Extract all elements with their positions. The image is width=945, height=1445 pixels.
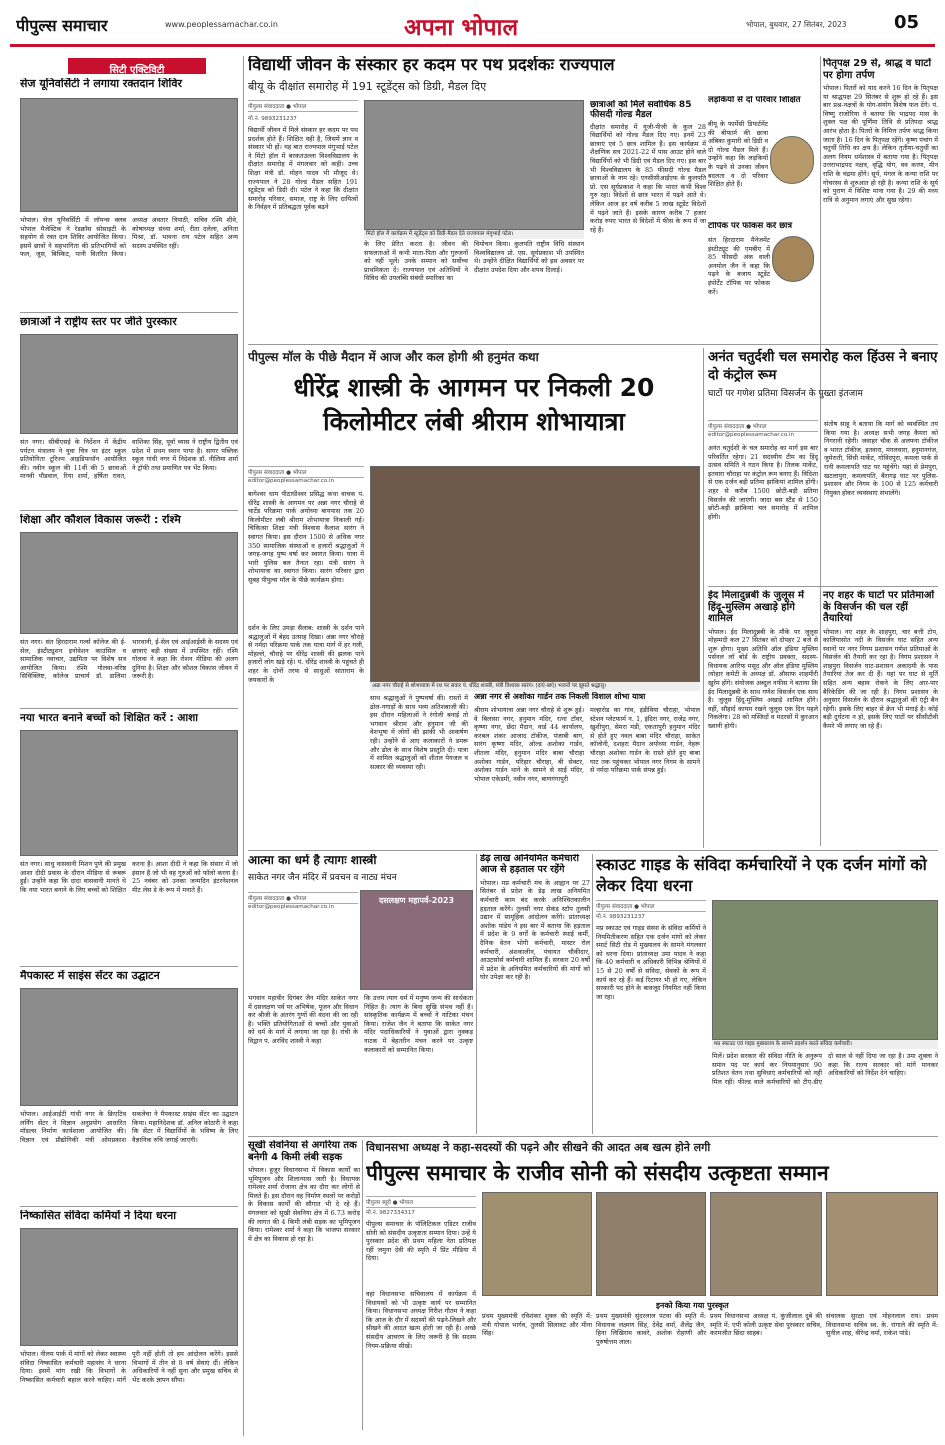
topic-focus-text: संत हिरदाराम मैनेजमेंट इंस्टीट्यूट की एमबीए में 85 फीसदी अंक वाली अनमोल जैन ने कहा कि पढ़ने के बजाय स्टूडेंट इंपोर्टेंट टॉपिक पर फोकस करें। <box>708 236 770 296</box>
scout-mobile: मो.नं. 9893231237 <box>596 914 645 920</box>
top-story-mobile: मो.नं. 9893231237 <box>248 116 297 122</box>
ganesh-email: editor@peoplessamachar.co.in <box>708 432 795 438</box>
scout-text-3: मिलें। प्रदेश सरकार की संविदा नीति के अनुरूप समान पद पर कार्य कर नियमानुसार 90 प्रतिशत वेतन तथा सुविधाएं कर्मचारियों को नहीं मिल रहीं। फील्ड वाले कर्मचारियों को टीए-डीए दो साल से नहीं दिया जा रहा है। उमा शुक्ला ने कहा कि राज्य सरकार को मांगें मानकर अधिकारियों को निर्देश देने चाहिए। <box>712 1052 938 1086</box>
section-title: अपना भोपाल <box>404 15 519 41</box>
main-story-text-2: दर्शन के लिए उमड़ा सैलाब: शास्त्री के दर्शन पाने श्रद्धालुओं में बेहद उत्साह दिखा। अन्ना नगर चौराहे से नर्मदा परिक्रमा पार्क तक यात्रा मार्ग में हर गली, मोहल्ले, चौराहे पर धीरेंद्र शास्त्री की झलक पाने हजारों लोग खड़े रहे। पं. धीरेंद्र शास्त्री के पहुंचते ही शहर के दोनों तरफ से साधुओं सांताराम के जयकारों के <box>248 624 364 684</box>
top-side-box <box>590 100 706 296</box>
procession-photo <box>370 466 700 682</box>
col1-story-3 <box>20 514 238 706</box>
road-story <box>248 1140 360 1430</box>
top-story-subtitle: बीयू के दीक्षांत समारोह में 191 स्टूडेंट्स को डिग्री, मैडल दिए <box>248 79 487 93</box>
strike-text: भोपाल। मप्र कर्मचारी मंच के आह्वान पर 27 सितंबर से प्रदेश के डेढ़ लाख अनियमित कर्मचारी काम बंद करके अनिश्चितकालीन हड़ताल करेंगे। तुलसी नगर सेकंड स्टॉप तुलसी उद्यान में सामूहिक आंदोलन करेंगे। प्रांताध्यक्ष अशोक पांडेय ने इस बार में बताया कि हड़ताल में प्रदेश के 9 वर्गों के कर्मचारी स्थाई कर्मी, दैनिक वेतन भोगी कर्मचारी, मास्टर रोल कर्मचारी, अंशकालीन, पंचायत चौकीदार, आउटसोर्स कर्मचारी शामिल हैं। सरकार 20 वर्षों में प्रदेश के अनियमित कर्मचारियों की मांगों को घोर उपेक्षा कर रही है। <box>480 878 590 982</box>
main-story-text-3: साथ श्रद्धालुओं ने पुष्पवर्षा की। रास्तों में ढोल-नगाड़ों के साथ भव्य अतिशबाजी की। इस दौरान महिलाओं ने रंगोली बनाई तो भगवान श्रीराम और हनुमान जी की वेशभूषा में लोगों की झांकी भी आकर्षण रही। उन्होंने से आए कलाकारों ने डमरू और ढोल के साथ विशेष प्रस्तुति दी। यात्रा में शामिल श्रद्धालुओं को शीतल पेयजल व सत्कार की व्यवस्था रही। <box>370 694 468 771</box>
girls-education-title: लड़कियों से दो परिवार शिक्षित <box>708 96 801 105</box>
divider <box>20 312 238 313</box>
topic-focus-box <box>708 222 816 342</box>
main-story-text-1: बागेश्वर धाम पीठाधीश्वर प्रसिद्ध कथा वाचक पं. धीरेंद्र शास्त्री के आगमन पर अन्ना नगर चौराहे से चार्टेड परिक्रमा पार्क अयोध्या बायपास तक 20 किलोमीटर लंबी श्रीराम शोभायात्रा निकाली गई। चिकित्सा शिक्षा मंत्री विश्वास कैलाश सारंग ने स्वागत किया। इस दौरान 1500 से अधिक नगर 350 सामाजिक संस्थाओं व हजारों श्रद्धालुओं ने जगह-जगह पुष्प वर्षा कर स्वागत किया। यात्रा में भारी पुलिस बल तैनात रहा। मंत्री सारंग ने शोभायात्रा का स्वागत किया। सारंग परिवार द्वारा सुबह पीपुल्स मॉल के पीछे कार्यक्रम होगा। <box>248 490 364 584</box>
city-activity-label: सिटी एक्टिविटी <box>109 65 165 74</box>
procession-route-text-1: श्रीराम शोभायात्रा अन्ना नगर चौराहे से शुरू हुई। वे बिलासा नगर, हनुमान मंदिर, रत्ना टॉवर, कृष्णा नगर, छेंदा मैदान, वार्ड 44 कार्यालय, करबल शंकर आजाद टॉकीज, पंजाबी बाग, सारंग कृष्णा मंदिर, ओल्ड अशोका गार्डन, शीतला मंदिर, हनुमान मंदिर बाबा चौराहा अशोका गार्डन, परिहार चौराहा, बी सेक्टर, अशोका गार्डन थाने के सामने से साईं मंदिर, भोपाल एकेडमी, नवीन नगर, बाणगंगापुरी <box>474 706 584 783</box>
top-story-text-1: विद्यार्थी जीवन में मिले संस्कार हर कदम पर पथ प्रदर्शक होते हैं। शिक्षित वही है, जिसमें ज्ञान व संस्कार भी हों। यह बात राज्यपाल मंगुभाई पटेल ने मिंटो हॉल में बरकतउल्ला विश्वविद्यालय के दीक्षांत समारोह में मंगलवार को कही। उच्च शिक्षा मंत्री डॉ. मोहन यादव भी मौजूद थे। राज्यपाल ने 28 गोल्ड मैडल सहित 191 स्टूडेंट्स को डिग्री दी। पटेल ने कहा कि दीक्षांत समारोह परिवार, समाज, राष्ट्र के लिए दायित्वों के निर्वहन में प्रतिबद्धता पूर्वक बढ़ने <box>248 126 358 212</box>
col1-story-5-title: मैपकास्ट में साइंस सेंटर का उद्घाटन <box>20 970 160 982</box>
strike-story <box>480 854 590 1134</box>
byline-text: पीपुल्स संवाददाता ● भोपाल <box>248 896 307 902</box>
byline-text: पीपुल्स संवाददाता ● भोपाल <box>708 424 767 430</box>
scout-caption: मप्र स्काउट एवं गाइड मुख्यालय के सामने प्रदर्शन करते संविदा कर्मचारी। <box>712 1040 938 1049</box>
col1-story-3-title: शिक्षा और कौशल विकास जरूरी : रश्मि <box>20 514 181 526</box>
masthead-website: www.peoplessamachar.co.in <box>165 20 278 29</box>
award-list-1: प्रथम मुख्यमंत्री रविशंकर शुक्ल की स्मृति में: मंत्री गोपाल भार्गव, तुलसी सिलावट और मीना सिंह। <box>482 1312 592 1338</box>
divider <box>20 1206 238 1207</box>
col1-story-1-title: सेज यूनिवर्सिटी ने लगाया रक्तदान शिविर <box>20 78 182 90</box>
col1-story-4 <box>20 712 238 962</box>
ghat-text: भोपाल। नए शहर के शाहपुरा, चार बत्ती टोप, कालियासोत नदी के विसर्जन घाट सहित अन्य स्थानों पर नगर निगम प्रशासन गणेश प्रतिमाओं के विसर्जन की तैयारी कर रहा है। निगम प्रशासन ने शाहपुरा विसर्जन घाट-प्रशासन अकादमी के पास तैयारियां तेज कर दी हैं। यहां पर घाट से मूर्ति सहित अन्य बहाव रोकने के लिए आर-पार बैरिकेडिंग की जा रही है। निगम प्रशासन के अनुसार विसर्जन के दौरान श्रद्धालुओं की एंट्री बैन रहेगी। इसके लिए बाहर से क्रेन भी मंगाई है। कोई बड़ी दुर्घटना न हो, इसके लिए घाटों पर सीसीटीवी कैमरे भी लगाए जा रहे हैं। <box>823 627 938 731</box>
procession-route-box <box>474 692 700 822</box>
byline-text: पीपुल्स ब्यूरो ● भोपाल <box>366 1200 414 1206</box>
ghat-story <box>823 590 938 844</box>
anmol-photo <box>772 236 814 282</box>
award-list-3: प्रथम विधानसभा अध्यक्ष पं. कुंजीलाल दुबे की स्मृति में: एपी कोली उत्कृष्ट सेवा पुरस्कार सचिव, करमजीत छिंदा साहब। <box>710 1312 822 1338</box>
topic-focus-title: टॉपिक पर फोकस करें छात्र <box>708 222 793 231</box>
jain-subtitle: साकेत नगर जैन मंदिर में प्रवचन व नाट्य मंचन <box>248 872 397 883</box>
column-rule <box>362 1140 363 1430</box>
top-story-text-3: विमोचन किया। कुलपति राष्ट्रीय विधि संस्थान विश्वविद्यालय प्रो. एस. सूर्यप्रकाश भी उपस्थित थे। उन्होंने दीक्षित विद्यार्थियों को इस अवसर पर दीक्षांत उपदेश दिया और शपथ दिलाई। <box>474 240 584 274</box>
scout-byline <box>596 900 706 912</box>
students-award-photo <box>20 334 238 434</box>
jain-text-1: भगवान महावीर दिगंबर जैन मंदिर साकेत नगर में दसलक्षण पर्व पर अभिषेक, पूजन और विधान कर श्रीजी के अंतरंग गुणों की वंदना की जा रही है। भक्ति प्रतियोगिताओं से बच्चों और युवाओं को धर्म के मार्ग में लगाया जा रहा है। रांची के विद्वान पं. अरविंद शास्त्री ने कहा <box>248 994 358 1045</box>
pitru-paksh-title: पितृपक्ष 29 से, श्राद्ध व घाटों पर होगा तर्पण <box>823 58 932 81</box>
col1-story-5-text: भोपाल। आईआईटी गांधी नगर के क्रिएटिव लर्निंग सेंटर ने विज्ञान अनुप्रयोग आधारित मॉडल्स निर्माण कार्यशाला आयोजित की। विज्ञान एवं प्रौद्योगिकी मंत्री ओमप्रकाश सकलेचा ने मैपकास्ट साइंस सेंटर का उद्घाटन किया। महानिदेशक डॉ. अनिल कोठारी ने कहा कि सेंटर में विद्यार्थियों के भविष्य के लिए वैज्ञानिक रुचि जगाई जाएगी। <box>20 1110 238 1144</box>
col1-story-2 <box>20 316 238 508</box>
pitru-paksh-text: भोपाल। पितरों को याद करने 16 दिन के पितृपक्ष या श्राद्धपक्ष 29 सितंबर से शुरू हो रहे हैं। इस बार प्रश्न-नक्षत्रों के योग-संयोग विशेष फल देंगे। पं. विष्णु राजोरिया ने बताया कि भाद्रपद मास के शुक्ल पक्ष की पूर्णिमा तिथि से प्रतिपदा श्राद्ध आरंभ होता है। पितरों के निमित्त तर्पण श्राद्ध किया जाता है। 16 दिन के पितृपक्ष रहेंगे। कृष्ण पंचांग में चतुर्थी तिथि का क्षय है। लेकिन तृतीया-चतुर्थी का अलग नियम धर्मशास्त्र में बताया गया है। पितृपक्ष उत्तराभाद्रपद नक्षत्र, वृद्धि योग, वव करण, मीन राशि के चंद्रमा होंगे। सूर्य, मंगल के कन्या राशि पर गोचरस्थ से शुरुआत हो रही है। कन्या राशि के सूर्य को पुराण में विशिष्ट माना गया है। 29 की मध्य रात्रि से अनुमान लगाएं और सुख रहेगा। <box>823 84 938 204</box>
byline-text: पीपुल्स संवाददाता ● भोपाल <box>596 904 655 910</box>
road-text: भोपाल। हुजूर विधानसभा में विकास कार्यों का भूमिपूजन और शिलान्यास जारी है। विधायक रामेश्वर शर्मा रोजाना क्षेत्र का दौरा कर लोगों से मिलते हैं। इस दौरान वह निर्माण स्थलों पर करोड़ों के विकास कार्यों की सौगात भी दे रहे हैं। मंगलवार को सूखी सेवनिया क्षेत्र में 6.73 करोड़ की लागत की 4 किमी लंबी सड़क का भूमिपूजन किया। रामेश्वर शर्मा ने कहा कि भाजपा सरकार में क्षेत्र का विकास हो रहा है। <box>248 1166 360 1243</box>
jain-title: आत्मा का धर्म है त्यागः शास्त्री <box>248 854 377 867</box>
convocation-photo <box>364 100 584 230</box>
scout-text-1: मप्र स्काउट एवं गाइड संस्था के संविदा कर्मियों ने नियमितीकरण सहित एक दर्जन मांगों को लेकर स्मार्ट सिटी रोड में मुख्यालय के सामने मंगलवार को धरना दिया। प्रांताध्यक्ष उमा यादव ने कहा कि 40 कर्मचारी व अधिकारी विभिन्न श्रेणियों में 15 से 20 वर्षों से संविदा, सेवकों के रूप में कार्य कर रहे हैं। कई रिटायर भी हो गए, लेकिन सरकारी पद होने के बावजूद नियमित नहीं किया जा रहा। <box>596 924 706 1001</box>
girls-education-text: बीयू के फार्मेसी डिपार्टमेंट की बीफार्म की छात्रा अंबिका कुमारी को डिग्री व दो गोल्ड मैडल मिले हैं। उन्होंने कहा कि लड़कियों के पढ़ने से उनका जीवन बदलता व दो परिवार शिक्षित होते हैं। <box>708 120 768 189</box>
award-byline <box>366 1196 476 1208</box>
col1-story-3-text: संत नगर। संत हिरदाराम गर्ल्स कॉलेज की ई-सेल, इंस्टीट्यूशन इनोवेशन काउंसिल व सामाजिक नवाचार, उद्यमिता पर विशेष सत्र आयोजित किया। रश्मि गोलवा-वरिष्ठ सिविक्लिष्ट, कॉलेज प्राचार्य डॉ. डालिमा भारवानी, ई-सेल एवं आईआईसी के सदस्य एवं छात्राएं बड़ी संख्या में उपस्थित रहीं। रश्मि गोलवा ने कहा कि रोशन मीडिया की अलग दुनिया है। शिक्षा और कौशल विकास जीवन में जरूरी है। <box>20 638 238 681</box>
divider <box>248 1136 938 1137</box>
award-photo-2 <box>596 1192 706 1296</box>
award-title: पीपुल्स समाचार के राजीव सोनी को संसदीय उत्कृष्टता सम्मान <box>366 1161 829 1185</box>
eid-title: ईद मिलादुन्नबी के जुलूस में हिंदू-मुस्लिम अखाड़े होंगे शामिल <box>708 590 805 624</box>
top-story-byline <box>248 100 358 112</box>
award-text-2: वहां विधानसभा सचिवालय में कार्यक्रम में विधायकों को भी उत्कृष्ट कार्य पर सम्मानित किया। विधानसभा अध्यक्ष गिरीश गौतम ने कहा कि आज के दौर में सदस्यों की पढ़ने-लिखने और सीखने की आदत खत्म होती जा रही है। अच्छे संसदीय आचरण के लिए जरूरी है कि सदस्य नियम-प्रक्रिया सीखें। <box>366 1290 476 1350</box>
award-kicker: विधानसभा अध्यक्ष ने कहा-सदस्यों की पढ़ने और सीखने की आदत अब खत्म होने लगी <box>366 1141 711 1154</box>
top-story-title: विद्यार्थी जीवन के संस्कार हर कदम पर पथ प्रदर्शकः राज्यपाल <box>248 56 615 74</box>
byline-text: पीपुल्स संवाददाता ● भोपाल <box>248 104 307 110</box>
science-center-photo <box>20 988 238 1106</box>
award-text-1: पीपुल्स समाचार के पॉलिटिकल एडिटर राजीव सोनी को संसदीय उत्कृष्टता सम्मान दिया। उन्हें ये पुरस्कार प्रदेश की प्रथम महिला नेता प्रतिपक्ष रहीं जमुना देवी की स्मृति में प्रिंट मीडिया में दिया। <box>366 1220 476 1263</box>
seminar-photo <box>20 532 238 634</box>
scout-title: स्काउट गाइड के संविदा कर्मचारियों ने एक दर्जन मांगों को लेकर दिया धरना <box>596 855 927 895</box>
asha-didi-photo <box>20 730 238 856</box>
protest-photo <box>20 1228 238 1346</box>
city-activity-banner <box>68 58 206 74</box>
top-story-text-2: के लिए प्रेरित करता है। जीवन की सफलताओं में कभी माता-पिता और गुरुजनों को नहीं भूलें। उनके सम्मान को सर्वोच्च प्राथमिकता दें। राज्यपाल एवं अतिथियों ने विविध की उपलब्धि संबंधी स्मारिका का <box>364 240 468 283</box>
column-rule <box>476 854 477 1134</box>
column-rule <box>703 348 704 848</box>
main-story <box>248 348 700 848</box>
award-list-2: प्रथम मुख्यमंत्री सुंदरलाल पटवा की स्मृति में: विधायक लक्ष्मण सिंह, देवेंद्र वर्मा, शैलेंद्र जैन, हिना लिखिराम कावरे, अशोक रोहाणी और पुरुषोत्तम लाल। <box>596 1312 706 1346</box>
masthead-rule <box>10 44 935 47</box>
jain-event-photo <box>360 890 473 990</box>
award-caption: इनको किया गया पुरस्कृत <box>656 1301 729 1310</box>
award-photo-3 <box>710 1192 822 1296</box>
ganesh-subtitle: घाटों पर गणेश प्रतिमा विसर्जन के पुख्ता इंतजाम <box>708 389 863 399</box>
convocation-caption: मिंटो हॉल में कार्यक्रम में स्टूडेंट्स को डिग्री-मैडल देते राज्यपाल मंगुभाई पटेल। <box>364 230 584 239</box>
divider <box>20 510 238 511</box>
main-story-byline <box>248 466 364 478</box>
ambika-photo <box>770 136 814 184</box>
main-story-kicker: पीपुल्स मॉल के पीछे मैदान में आज और कल होगी श्री हनुमंत कथा <box>248 350 539 364</box>
main-story-email: editor@peoplessamachar.co.in <box>248 478 335 484</box>
top-side-title: छात्राओं को मिले सर्वाधिक 85 फीसदी गोल्ड मैडल <box>590 100 692 121</box>
award-list-4: संचालक सुरक्षा एवं मोहनलाल राय। प्रथम विधानसभा सचिव स्व. के. रांगाले की स्मृति में: सुनील शाह, वीरेन्द्र वर्मा, राकेश पांडे। <box>826 1312 938 1338</box>
ghat-title: नए शहर के घाटों पर प्रतिमाओं के विसर्जन की चल रहीं तैयारियां <box>823 590 935 624</box>
jain-email: editor@peoplessamachar.co.in <box>248 904 335 910</box>
ganesh-text-2: संतोष साहू ने बताया कि मार्ग को व्यवस्थित तय किया गया है। अध्यक्ष सभी जगह कैमरा को निगरानी रहेगी। जवाहर चौक से अलफ्ना टॉकीज व भारत टॉकीज, इतवारा, मंगलवारा, हनुमानगंज, जुमेराती, सिंधी मार्केट, गोविंदपुरा, कमला पार्क से रानी कमलापति घाट पर पहुंचेंगे। यहां से प्रेमपुरा, खटलापुरा, कमलापति, बैरागढ़ घाट पर पुलिस-प्रशासन और निगम के 100 से 125 कर्मचारी नियुक्त होकर व्यवस्थाएं संभालेंगे। <box>824 420 938 497</box>
award-story <box>366 1140 938 1440</box>
page-number: 05 <box>894 12 920 33</box>
masthead-logo: पीपुल्स समाचार <box>16 16 108 35</box>
ganesh-byline <box>708 420 818 432</box>
col1-story-5 <box>20 970 238 1202</box>
divider <box>248 344 938 345</box>
divider <box>248 850 938 851</box>
top-story <box>248 56 708 346</box>
col1-story-4-text: संत नगर। साधु वासवानी मिशन पुणे की प्रमुख आशा दीदी प्रवास के दौरान मीडिया से रूबरू हुईं। उन्होंने कहा कि दादा वासवानी मानते थे कि नया भारत बनाने के लिए बच्चों को शिक्षित करना है। आशा दीदी ने कहा कि संसार में जो इंसान है जो भी वह गुरुओं को फॉलो करना है। 25 नवंबर को उनका जन्मदिन इंटरनेशनल मीट लेस डे के रूप में मनाते हैं। <box>20 860 238 894</box>
award-photo-4 <box>826 1192 938 1296</box>
eid-story <box>708 590 818 844</box>
eid-text: भोपाल। ईद मिलादुन्नबी के मौके पर जुलूस मोहम्मदी कल 27 सितंबर को दोपहर 2 बजे से शुरू होगा। मुख्य अतिथि ऑल इंडिया मुस्लिम पर्सनल लॉ बोर्ड के राष्ट्रीय प्रवक्ता, सदस्य-विधायक आरिफ मसूद और ऑल इंडिया मुस्लिम त्योहार कमेटी के अध्यक्ष डॉ. औसाफ शाहमीरी खुर्रम होंगे। संयोजक अब्दुल नफीस ने बताया कि ईद मिलादुन्नबी के साथ गणेश विसर्जन एक साथ है। जुलूस हिंदू-मुस्लिम अखाड़े शामिल होंगे। वहीं, सौहार्द कायम रखने जुलूस एक दिन पहले निकलेगा। 28 को मस्जिदों व मदरसों में कुरआन ख्वानी होगी। <box>708 627 818 731</box>
col1-story-6-text: भोपाल। नीलम पार्क में मांगों को लेकर स्वास्थ्य संविदा निष्कासित कर्मचारी महासंघ ने धरना दिया। इसमें मांग रखी कि विभागों के निष्कासित कर्मचारी बहाल करने चाहिए। मांगें पूरी नहीं होती तो हम आंदोलन करेंगे। इससे विभागों में तीन से 8 वर्ष सेवाएं दीं। लेकिन अधिकारियों ने नहीं सुना और प्रमुख सचिव से भेंट करके ज्ञापन सौंपा। <box>20 1350 238 1384</box>
ganesh-text-1: अनंत चतुर्दशी के चल समारोह का मार्ग इस बार परिवर्तित रहेगा। 21 सदस्यीय टीम का हिंदू उत्सव समिति ने गठन किया है। तिलक मार्केट, इतवारा चौराहा पर कंट्रोल रूम बनाए हैं। विदिशा से एक दर्जन बड़ी प्रतिमा झांकियां शामिल होंगी। शहर से करीब 1500 छोटी-बड़ी प्रतिमा विसर्जन की जाएंगी। जादा बस स्टैंड से 150 छोटी-बड़ी झांकियां चल समारोह में शामिल होंगी। <box>708 444 818 521</box>
divider <box>708 586 938 587</box>
procession-caption: अन्ना नगर चौराहे से शोभायात्रा में रथ पर सवार पं. धीरेंद्र शास्त्री, मंत्री विश्वास सारंग। (दाएं-बाएं) भजनों पर झूमते श्रद्धालु। <box>370 682 700 691</box>
masthead <box>0 0 945 52</box>
divider <box>20 966 238 967</box>
col1-story-2-text: संत नगर। सीबीएसई के निर्देशन में केंद्रीय पर्यटन मंत्रालय ने युवा चित्र पर इंटर स्कूल प्रतियोगिता टूरिज्म आइडियाथॉन आयोजित की। नवीन स्कूल की 11वीं की 5 छात्राओं मानवी पौडवाल, रिया शर्मा, हर्षिता रावत, वाशिका सिंह, पूर्वा व्यास ने राष्ट्रीय द्वितीय एवं प्रदेश में प्रथम स्थान पाया है। सागर पब्लिक स्कूल गांधी नगर में निदेशक डॉ. नीलिमा शर्मा ने ट्रॉफी तथा प्रमाणित पत्र भेंट किया। <box>20 438 238 481</box>
col1-story-1 <box>20 78 238 308</box>
jain-photo-banner: दसलक्षण महापर्व-2023 <box>378 896 455 905</box>
masthead-date: भोपाल, बुधवार, 27 सितंबर, 2023 <box>746 20 847 29</box>
scout-story <box>596 854 938 1134</box>
col1-story-6-title: निष्कासित संविदा कर्मियों ने दिया धरना <box>20 1210 177 1222</box>
award-photo-1 <box>482 1192 592 1296</box>
blood-donation-photo <box>20 98 238 212</box>
jain-byline <box>248 892 358 904</box>
column-rule <box>592 854 593 1134</box>
divider <box>20 708 238 709</box>
top-side-text: दीक्षांत समारोह में यूजी-पीजी के कुल 28 विद्यार्थियों को गोल्ड मैडल दिए गए। इनमें 23 छात्राएं एवं 5 छात्र शामिल हैं। इस कार्यक्रम में शैक्षणिक सत्र 2021-22 में पास आउट होने वाले विद्यार्थियों को भी डिग्री एवं मैडल दिए गए। इस बार भी विश्वविद्यालय के 85 फीसदी गोल्ड मैडल छात्राओं के नाम रहे। एनसीसीआईएफ के कुलपति प्रो. एस सूर्यप्रकाश ने कहा कि भारत कभी विश्व गुरु रहा। विदेशों से छात्र भारत में पढ़ने आते थे। लेकिन आज हर वर्ष करीब 5 लाख स्टूडेंट विदेशों में पढ़ने जाते हैं। इसके कारण करीब 7 हजार करोड़ रुपए भारत से विदेशों में फीस के रूप में जा रहे हैं। <box>590 122 706 234</box>
col1-story-4-title: नया भारत बनाने बच्चों को शिक्षित करें : आशा <box>20 712 198 724</box>
jain-text-2: कि उत्तम त्याग धर्म में मनुष्य जन्म की सार्थकता निहित है। त्याग के बिना सुखि संभव नहीं है। सांस्कृतिक कार्यक्रम में बच्चों ने नाटिका मंचन किया। राजेश जैन ने बताया कि साकेत नगर मंदिर पदाधिकारियों ने युवाओं द्वारा नुक्कड़ नाटक में बेहतरीन मंचन करने पर उत्कृष्ट कलाकारों को सम्मानित किया। <box>364 994 473 1054</box>
col1-story-1-text: भोपाल। सेज यूनिवर्सिटी में लॉयन्स क्लब भोपाल मैजेस्टिक ने रेडक्रॉस सोसाइटी के सहयोग से रक्त दान शिविर आयोजित किया। इसमें छात्रों ने सहभागिता की प्रतिभागियों को फल, जूस, बिस्किट, पानी वितरित किया। अध्यक्ष अवतार त्रिपाठी, सचिव रश्मि शीवे, कोषाध्यक्ष संध्या शर्मा, रीता दलेला, अनिता मिश्रा, डॉ. भावना राय पटेल सहित अन्य सदस्य उपस्थित रहीं। <box>20 216 238 259</box>
ganesh-story <box>708 348 938 584</box>
strike-title: डेढ़ लाख अनियमित कर्मचारी आज से हड़ताल पर रहेंगे <box>480 854 579 875</box>
road-title: सूखी सेवनिया से अगरिया तक बनेगी 4 किमी लंबी सड़क <box>248 1140 357 1163</box>
main-story-title: धीरेंद्र शास्त्री के आगमन पर निकली 20 किलोमीटर लंबी श्रीराम शोभायात्रा <box>293 373 655 436</box>
column-rule <box>243 56 244 1436</box>
ganesh-title: अनंत चतुर्दशी चल समारोह कल हिंउस ने बनाए दो कंट्रोल रूम <box>708 349 938 383</box>
procession-route-text-2: मल्हारोड का गांव, इंडीविया चौराहा, भोपाल स्टेशन प्लेटफार्म न. 1, इंदिरा नगर, राजेंद्र नगर, खुशीपुरा, सेमरा मंडी, एकतापुरी हनुमान मंदिर से होते हुए नवल बाबा मंदिर चौराहा, साकेत कॉलोनी, दशहरा मैदान अयोध्या गार्डन, नेहरू चौराहा अशोका गार्डन के रास्ते होते हुए बाबा घाट तक पहुंचकर भोपाल नगर निगम के सामने से नर्मदा परिक्रमा पार्क संपन्न हुई। <box>590 706 700 775</box>
award-mobile: मो.नं. 9827334317 <box>366 1210 415 1216</box>
byline-text: पीपुल्स संवाददाता ● भोपाल <box>248 470 307 476</box>
col1-story-2-title: छात्राओं ने राष्ट्रीय स्तर पर जीते पुरस्कार <box>20 316 177 328</box>
pitru-paksh-story <box>823 58 938 342</box>
procession-route-title: अन्ना नगर से अशोका गार्डन तक निकली विशाल शोभा यात्रा <box>474 692 646 701</box>
col1-story-6 <box>20 1210 238 1432</box>
scout-protest-photo <box>712 900 938 1040</box>
jain-story <box>248 854 473 1134</box>
